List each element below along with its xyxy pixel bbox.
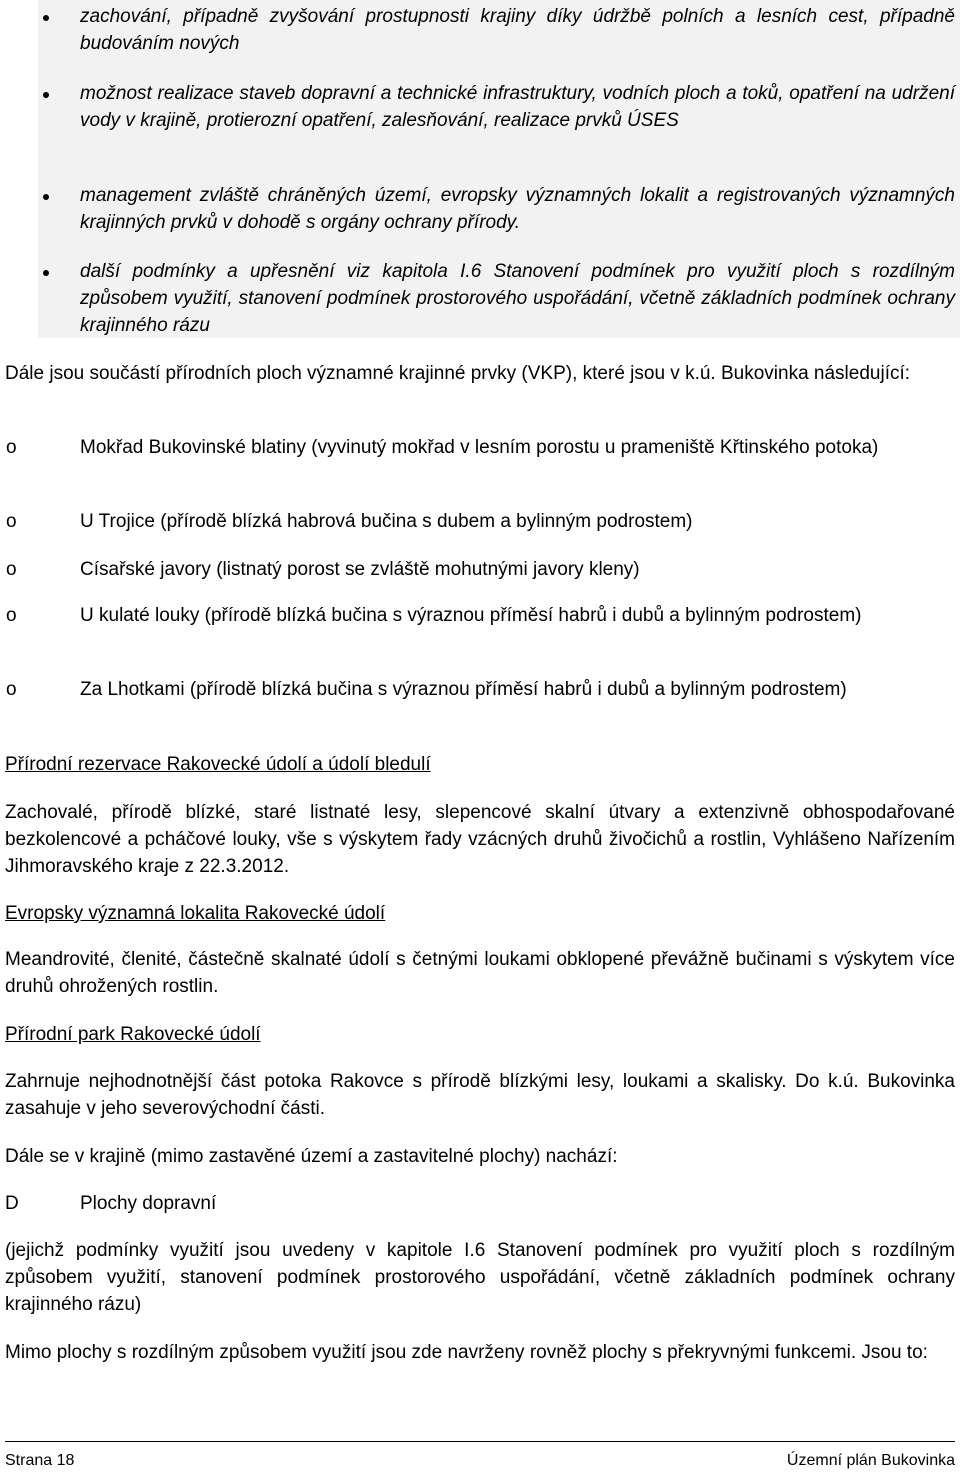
footer-rule [5,1441,955,1442]
zone-name: Plochy dopravní [80,1193,217,1214]
bullet-item: management zvláště chráněných území, evropsky významných lokalit a registrovaných významných krajinných prvků v dohodě s orgány ochrany přírody. [80,185,955,233]
bullet-dot [43,194,49,200]
vkp-item: U Trojice (přírodě blízká habrová bučina s dubem a bylinným podrostem) [80,511,693,532]
footer-document-title: Územní plán Bukovinka [786,1452,955,1469]
closing-text: Mimo plochy s rozdílným způsobem využití jsou zde navrženy rovněž plochy s překryvnými funkcemi. Jsou to: [5,1342,928,1363]
zone-code: D [5,1193,19,1214]
vkp-item: Za Lhotkami (přírodě blízká bučina s výraznou příměsí habrů i dubů a bylinným podrostem) [80,679,847,700]
section-text: Zahrnuje nejhodnotnější část potoka Rakovce s přírodě blízkými lesy, loukami a skalisky. Do k.ú. Bukovinka zasahuje v jeho severovýchodní části. [5,1071,955,1119]
section-heading: Evropsky významná lokalita Rakovecké údolí [5,903,386,924]
landscape-intro: Dále se v krajině (mimo zastavěné území a zastavitelné plochy) nachází: [5,1146,618,1167]
zone-note: (jejichž podmínky využití jsou uvedeny v kapitole I.6 Stanovení podmínek pro využití ploch s rozdílným způsobem využití, stanovení podmínek prostorového uspořádání, včetně základních podmínek ochrany krajinného rázu) [5,1240,955,1315]
bullet-item: možnost realizace staveb dopravní a technické infrastruktury, vodních ploch a toků, opatření na udržení vody v krajině, protierozní opatření, zalesňování, realizace prvků ÚSES [80,83,955,131]
list-marker: o [6,605,17,626]
section-heading: Přírodní rezervace Rakovecké údolí a údolí bledulí [5,754,431,775]
list-marker: o [6,679,17,700]
footer-page-number: Strana 18 [5,1452,75,1469]
list-marker: o [6,559,17,580]
list-marker: o [6,511,17,532]
vkp-item: U kulaté louky (přírodě blízká bučina s výraznou příměsí habrů i dubů a bylinným podrostem) [80,605,862,626]
section-heading: Přírodní park Rakovecké údolí [5,1024,261,1045]
vkp-item: Mokřad Bukovinské blatiny (vyvinutý mokřad v lesním porostu u prameniště Křtinského potoka) [80,437,879,458]
section-text: Zachovalé, přírodě blízké, staré listnaté lesy, slepencové skalní útvary a extenzivně obhospodařované bezkolencové a pcháčové louky, vše s výskytem řady vzácných druhů živočichů a rostlin, Vyhlášeno Nařízením Jihmoravského kraje z 22.3.2012. [5,802,955,877]
vkp-intro: Dále jsou součástí přírodních ploch významné krajinné prvky (VKP), které jsou v k.ú. Bukovinka následující: [5,363,911,384]
bullet-item: další podmínky a upřesnění viz kapitola I.6 Stanovení podmínek pro využití ploch s rozdílným způsobem využití, stanovení podmínek prostorového uspořádání, včetně základních podmínek ochrany krajinného rázu [80,261,955,336]
list-marker: o [6,437,17,458]
bullet-dot [43,270,49,276]
section-text: Meandrovité, členité, částečně skalnaté údolí s četnými loukami obklopené převážně bučinami s výskytem více druhů ohrožených rostlin. [5,949,955,997]
bullet-item: zachování, případně zvyšování prostupnosti krajiny díky údržbě polních a lesních cest, případně budováním nových [80,6,955,54]
bullet-dot [43,15,49,21]
bullet-dot [43,92,49,98]
vkp-item: Císařské javory (listnatý porost se zvláště mohutnými javory kleny) [80,559,640,580]
